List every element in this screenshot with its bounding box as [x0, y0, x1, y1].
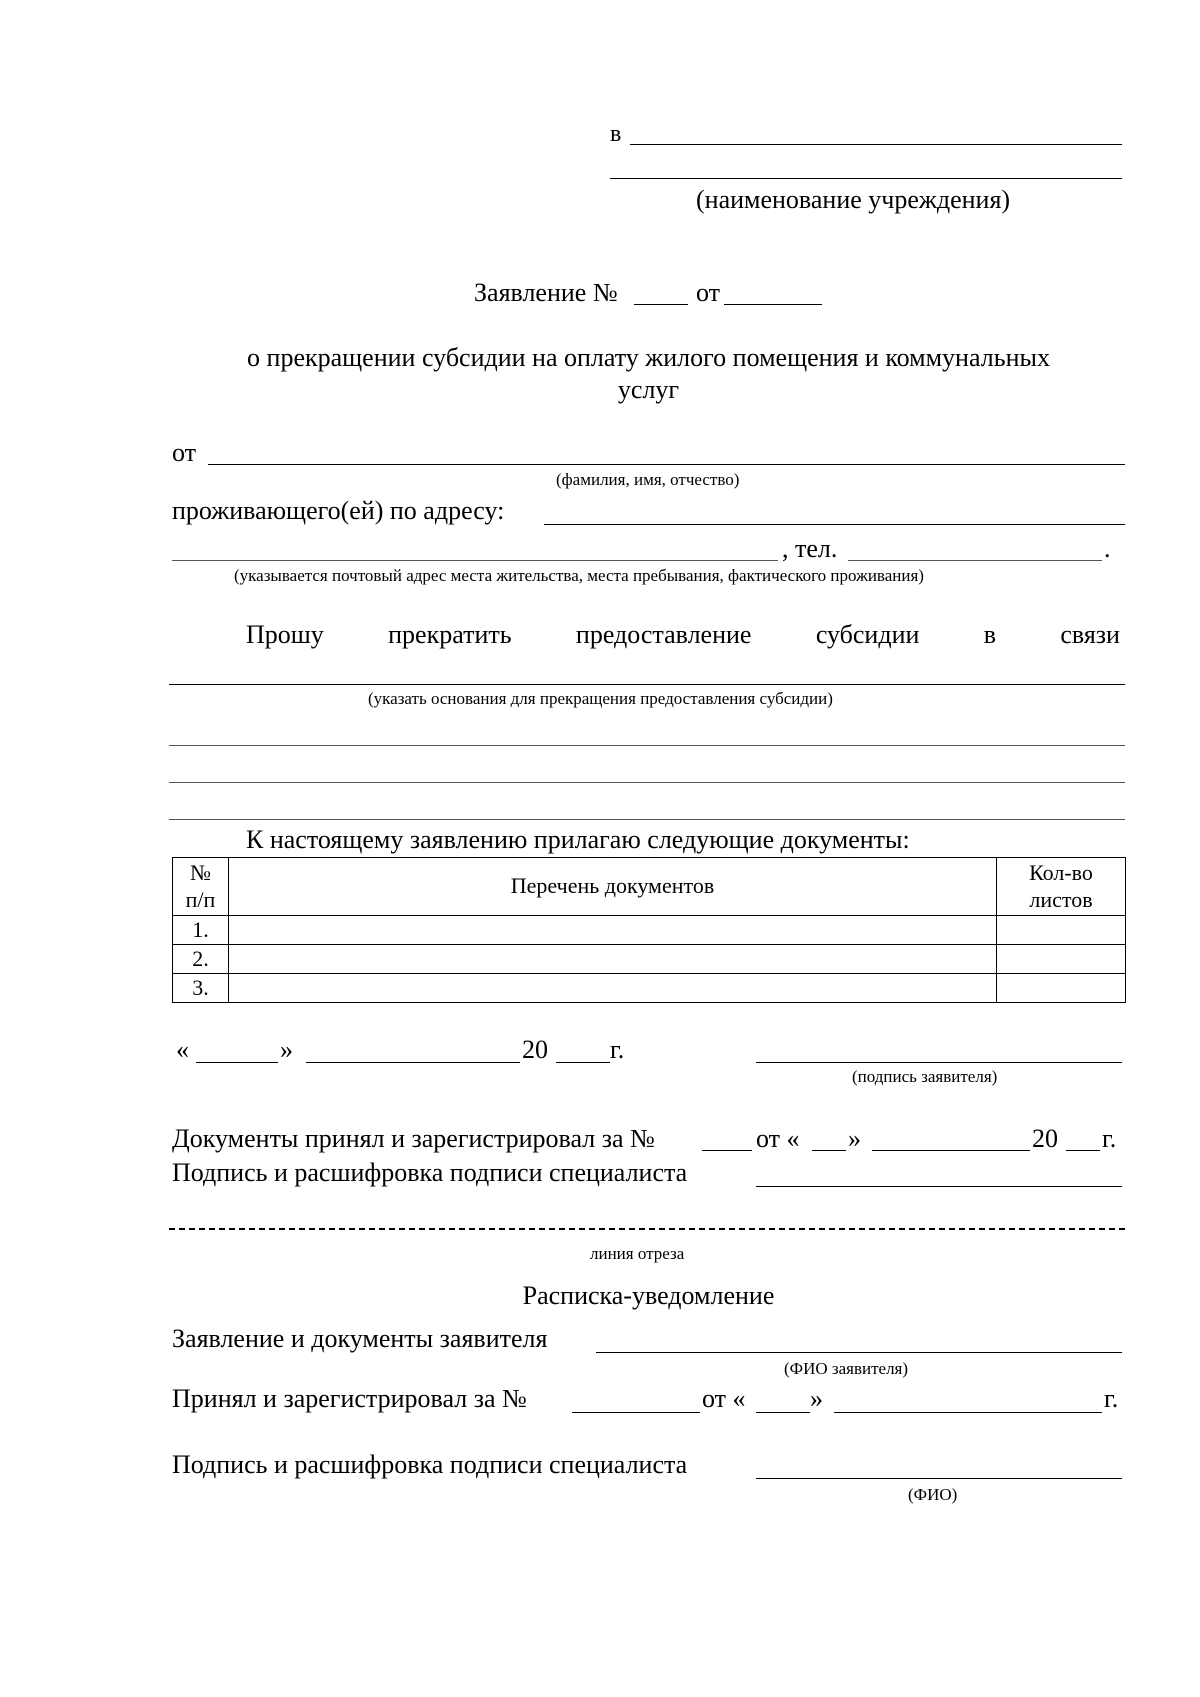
applicant-from-label: от — [172, 438, 197, 467]
statement-label: Заявление № — [474, 278, 618, 307]
reg-from-label: от « — [756, 1124, 800, 1153]
institution-caption: (наименование учреждения) — [696, 185, 1011, 214]
request-word: предоставление — [575, 620, 752, 649]
cut-label: линия отреза — [590, 1244, 685, 1263]
date-day-line[interactable] — [196, 1062, 278, 1063]
request-word: Прошу — [246, 620, 324, 649]
reg-month-line[interactable] — [872, 1150, 1030, 1151]
reg-day-line[interactable] — [812, 1150, 846, 1151]
address-line-1[interactable] — [544, 524, 1125, 525]
receipt-registered-label: Принял и зарегистрировал за № — [172, 1384, 527, 1413]
table-header-row — [173, 858, 1126, 916]
col-qty-header — [997, 858, 1126, 916]
statement-number-line[interactable] — [634, 304, 688, 305]
reg-quote-close: » — [848, 1124, 861, 1153]
col-qty-line1: Кол-во — [1029, 860, 1093, 886]
document-name-cell[interactable] — [229, 916, 997, 945]
col-number-line2: п/п — [185, 886, 216, 912]
institution-line-1[interactable] — [630, 144, 1122, 145]
documents-table — [172, 857, 1126, 1003]
reg-year-prefix: 20 — [1032, 1124, 1058, 1153]
request-sentence — [246, 622, 1120, 648]
request-word: прекратить — [388, 620, 512, 649]
receipt-year-suffix: г. — [1104, 1384, 1119, 1413]
table-row — [173, 945, 1126, 974]
request-word: субсидии — [815, 620, 920, 649]
statement-from-label: от — [696, 278, 721, 307]
receipt-from-label: от « — [702, 1384, 746, 1413]
receipt-date-line[interactable] — [834, 1412, 1102, 1413]
signature-caption: (подпись заявителя) — [852, 1067, 998, 1086]
receipt-specialist-label: Подпись и расшифровка подписи специалиста — [172, 1450, 688, 1479]
phone-end-dot: . — [1104, 534, 1111, 563]
receipt-specialist-line[interactable] — [756, 1478, 1122, 1479]
cut-line — [169, 1228, 1125, 1230]
address-line-2[interactable] — [172, 560, 778, 561]
date-quote-close: » — [280, 1035, 293, 1064]
receipt-day-line[interactable] — [756, 1412, 810, 1413]
date-year-prefix: 20 — [522, 1035, 548, 1064]
phone-line[interactable] — [848, 560, 1102, 561]
subject-line-1: о прекращении субсидии на оплату жилого помещения и коммунальных — [247, 343, 1050, 372]
request-word: в — [983, 620, 997, 649]
date-year-suffix: г. — [610, 1035, 625, 1064]
date-year-line[interactable] — [556, 1062, 610, 1063]
col-number-line1: № — [190, 860, 211, 886]
reg-number-line[interactable] — [702, 1150, 752, 1151]
specialist-signature-line[interactable] — [756, 1186, 1122, 1187]
address-caption: (указывается почтовый адрес места жительства, места пребывания, фактического проживания) — [234, 566, 924, 585]
document-name-cell[interactable] — [229, 945, 997, 974]
reg-year-suffix: г. — [1102, 1124, 1117, 1153]
col-qty-line2: листов — [1029, 886, 1093, 912]
table-row — [173, 916, 1126, 945]
reason-line-2[interactable] — [169, 745, 1125, 746]
phone-label: , тел. — [782, 534, 838, 563]
request-word: связи — [1060, 620, 1120, 649]
sheet-count-cell[interactable] — [997, 974, 1126, 1003]
reason-caption: (указать основания для прекращения предоставления субсидии) — [368, 689, 833, 708]
reason-line-4[interactable] — [169, 819, 1125, 820]
sheet-count-cell[interactable] — [997, 945, 1126, 974]
statement-date-line[interactable] — [724, 304, 822, 305]
date-month-line[interactable] — [306, 1062, 520, 1063]
address-label: проживающего(ей) по адресу: — [172, 496, 505, 525]
sheet-count-cell[interactable] — [997, 916, 1126, 945]
col-number-header — [173, 858, 229, 916]
accepted-label: Документы принял и зарегистрировал за № — [172, 1124, 655, 1153]
specialist-label: Подпись и расшифровка подписи специалиста — [172, 1158, 688, 1187]
subject-line-2: услуг — [617, 375, 680, 404]
table-row — [173, 974, 1126, 1003]
reg-year-line[interactable] — [1066, 1150, 1100, 1151]
attachments-intro: К настоящему заявлению прилагаю следующие документы: — [246, 825, 910, 854]
receipt-quote-close: » — [810, 1384, 823, 1413]
receipt-fio-caption: (ФИО заявителя) — [784, 1359, 909, 1378]
receipt-fio-line[interactable] — [596, 1352, 1122, 1353]
date-quote-open: « — [176, 1035, 189, 1064]
receipt-number-line[interactable] — [572, 1412, 700, 1413]
row-number: 3. — [173, 974, 229, 1003]
document-name-cell[interactable] — [229, 974, 997, 1003]
to-prefix: в — [610, 121, 622, 147]
row-number: 1. — [173, 916, 229, 945]
col-list-header: Перечень документов — [229, 858, 997, 916]
receipt-fio2-caption: (ФИО) — [908, 1485, 958, 1504]
applicant-signature-line[interactable] — [756, 1062, 1122, 1063]
applicant-name-line[interactable] — [208, 464, 1125, 465]
reason-line-1[interactable] — [169, 684, 1125, 685]
reason-line-3[interactable] — [169, 782, 1125, 783]
row-number: 2. — [173, 945, 229, 974]
name-caption: (фамилия, имя, отчество) — [556, 470, 740, 489]
receipt-title: Расписка-уведомление — [522, 1281, 775, 1310]
institution-line-2[interactable] — [610, 178, 1122, 179]
receipt-docs-label: Заявление и документы заявителя — [172, 1324, 548, 1353]
